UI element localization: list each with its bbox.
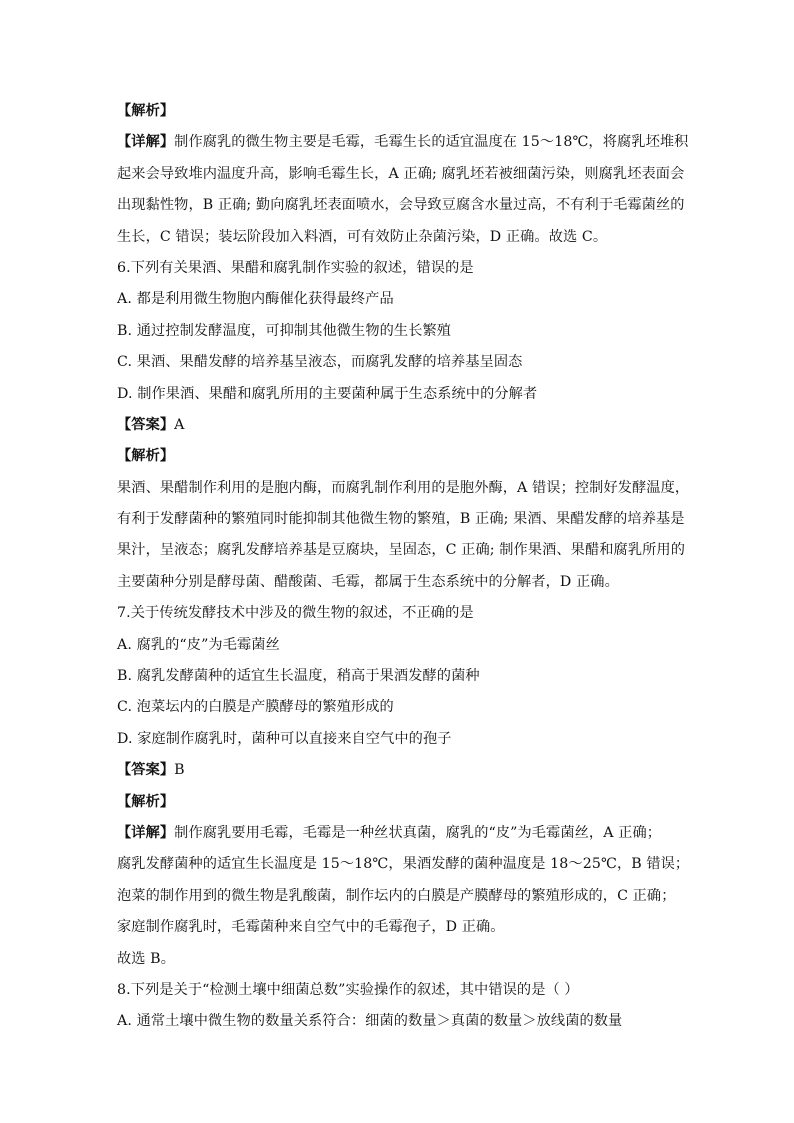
q8-question: 8.下列是关于“检测土壤中细菌总数”实验操作的叙述，其中错误的是（ ） [117, 981, 579, 998]
q7-option-d: D. 家庭制作腐乳时，菌种可以直接来自空气中的孢子 [117, 730, 452, 747]
q6-option-a: A. 都是利用微生物胞内酶催化获得最终产品 [117, 291, 394, 308]
q8-option-a: A. 通常土壤中微生物的数量关系符合：细菌的数量＞真菌的数量＞放线菌的数量 [117, 1013, 623, 1030]
q5-text-line: 生长，C 错误；装坛阶段加入料酒，可有效防止杂菌污染，D 正确。故选 C。 [117, 228, 608, 245]
q7-answer: 【答案】B [117, 762, 185, 779]
detail-label: 【详解】 [117, 134, 175, 151]
document-page [117, 96, 697, 1038]
q7-analysis-line: 腐乳发酵菌种的适宜生长温度是 15～18℃，果酒发酵的菌种温度是 18～25℃，B 错误； [117, 856, 690, 873]
q7-analysis-line: 家庭制作腐乳时，毛霉菌种来自空气中的毛霉孢子，D 正确。 [117, 919, 505, 936]
q5-analysis-heading: 【解析】 [117, 103, 175, 119]
q5-detail-line: 【详解】制作腐乳的微生物主要是毛霉，毛霉生长的适宜温度在 15～18℃，将腐乳坯堆积 [117, 134, 689, 151]
q6-question: 6.下列有关果酒、果醋和腐乳制作实验的叙述，错误的是 [117, 259, 474, 276]
q7-option-a: A. 腐乳的“皮”为毛霉菌丝 [117, 636, 280, 653]
q6-option-b: B. 通过控制发酵温度，可抑制其他微生物的生长繁殖 [117, 322, 452, 339]
q7-analysis-line: 泡菜的制作用到的微生物是乳酸菌，制作坛内的白膜是产膜酵母的繁殖形成的，C 正确； [117, 887, 676, 904]
q7-option-c: C. 泡菜坛内的白膜是产膜酵母的繁殖形成的 [117, 699, 394, 716]
q6-answer: 【答案】A [117, 416, 185, 433]
q5-text-line: 出现黏性物，B 正确; 勤向腐乳坯表面喷水，会导致豆腐含水量过高，不有利于毛霉菌丝的 [117, 197, 685, 214]
q5-text-line: 起来会导致堆内温度升高，影响毛霉生长，A 正确; 腐乳坯若被细菌污染，则腐乳坯表面会 [117, 165, 685, 182]
q7-conclusion: 故选 B。 [117, 950, 175, 967]
q6-option-d: D. 制作果酒、果醋和腐乳所用的主要菌种属于生态系统中的分解者 [117, 385, 538, 402]
q6-analysis-line: 主要菌种分别是酵母菌、醋酸菌、毛霉，都属于生态系统中的分解者，D 正确。 [117, 573, 619, 590]
q6-option-c: C. 果酒、果醋发酵的培养基呈液态，而腐乳发酵的培养基呈固态 [117, 354, 523, 371]
q6-analysis-line: 果酒、果醋制作利用的是胞内酶，而腐乳制作利用的是胞外酶，A 错误；控制好发酵温度， [117, 479, 690, 496]
detail-label: 【详解】 [117, 824, 175, 841]
q6-analysis-line: 有利于发酵菌种的繁殖同时能抑制其他微生物的繁殖，B 正确; 果酒、果醋发酵的培养基是 [117, 511, 685, 528]
q7-analysis-heading: 【解析】 [117, 793, 175, 810]
q7-option-b: B. 腐乳发酵菌种的适宜生长温度，稍高于果酒发酵的菌种 [117, 668, 480, 685]
q7-detail-line: 【详解】制作腐乳要用毛霉，毛霉是一种丝状真菌，腐乳的“皮”为毛霉菌丝，A 正确； [117, 824, 662, 841]
q6-analysis-line: 果汁，呈液态；腐乳发酵培养基是豆腐块，呈固态，C 正确; 制作果酒、果醋和腐乳所用的 [117, 542, 685, 559]
q6-analysis-heading: 【解析】 [117, 448, 175, 465]
q7-question: 7.关于传统发酵技术中涉及的微生物的叙述，不正确的是 [117, 605, 474, 622]
